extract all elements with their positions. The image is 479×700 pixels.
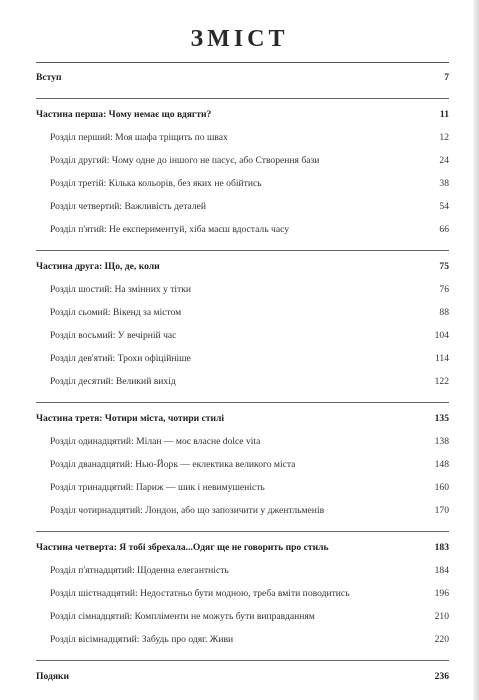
toc-chapter	[36, 582, 449, 605]
toc-part-page: 11	[439, 109, 449, 120]
toc-entry-title: Вступ	[36, 72, 62, 83]
toc-chapter-page: 12	[439, 132, 449, 143]
toc-chapter-page: 122	[434, 376, 449, 387]
toc-chapter	[36, 149, 449, 172]
toc-chapter-title: Розділ четвертий: Важливість деталей	[50, 201, 207, 212]
toc-chapter-page: 24	[439, 155, 449, 166]
toc-chapter-title: Розділ чотирнадцятий: Лондон, або що запозичити у джентльменів	[50, 505, 325, 516]
toc-entry-thanks	[36, 665, 449, 688]
page-title: ЗМІСТ	[190, 26, 289, 52]
toc-chapter-title: Розділ тринадцятий: Париж — шик і невимушеність	[50, 482, 265, 493]
toc-chapter-page: 220	[434, 634, 449, 645]
toc-chapter-title: Розділ шостий: На змінних у тітки	[50, 284, 192, 295]
section-divider	[36, 98, 449, 99]
toc-chapter	[36, 278, 449, 301]
toc-part-1	[36, 103, 449, 126]
table-of-contents	[36, 66, 449, 688]
toc-chapter-title: Розділ дванадцятий: Нью-Йорк — еклектика великого міста	[50, 459, 296, 470]
toc-chapter-title: Розділ перший: Моя шафа тріщить по швах	[50, 132, 228, 143]
toc-chapter-title: Розділ сімнадцятий: Компліменти не можуть бути виправданням	[50, 611, 315, 622]
toc-part-page: 135	[434, 413, 449, 424]
toc-chapter-title: Розділ п'ятий: Не експериментуй, хіба маєш вдосталь часу	[50, 224, 290, 235]
toc-part-title: Частина третя: Чотири міста, чотири стилі	[36, 413, 225, 424]
toc-chapter-page: 138	[434, 436, 449, 447]
toc-chapter	[36, 347, 449, 370]
toc-chapter-title: Розділ одинадцятий: Мілан — моє власне dolce vita	[50, 436, 261, 447]
toc-chapter	[36, 430, 449, 453]
toc-chapter-title: Розділ десятий: Великий вихід	[50, 376, 176, 387]
toc-chapter-page: 76	[439, 284, 449, 295]
toc-chapter-page: 88	[439, 307, 449, 318]
toc-entry-page: 7	[444, 72, 449, 83]
toc-part-4	[36, 536, 449, 559]
toc-part-title: Частина четверта: Я тобі збрехала...Одяг ще не говорить про стиль	[36, 542, 329, 553]
toc-chapter	[36, 453, 449, 476]
toc-chapter	[36, 172, 449, 195]
toc-chapter-page: 170	[434, 505, 449, 516]
toc-part-title: Частина перша: Чому немає що вдягти?	[36, 109, 212, 120]
toc-chapter	[36, 324, 449, 347]
section-divider	[36, 250, 449, 251]
toc-part-3	[36, 407, 449, 430]
toc-chapter-title: Розділ дев'ятий: Трохи офіційніше	[50, 353, 191, 364]
title-rule	[36, 62, 449, 63]
toc-chapter	[36, 605, 449, 628]
page-edge-shadow	[473, 0, 479, 700]
toc-chapter-title: Розділ третій: Кілька кольорів, без яких не обійтись	[50, 178, 262, 189]
toc-chapter	[36, 126, 449, 149]
toc-chapter	[36, 301, 449, 324]
toc-entry-intro	[36, 66, 449, 89]
toc-entry-title: Подяки	[36, 671, 70, 682]
toc-chapter-title: Розділ п'ятнадцятий: Щоденна елегантність	[50, 565, 229, 576]
toc-chapter-title: Розділ другий: Чому одне до іншого не пасує, або Створення бази	[50, 155, 320, 166]
toc-chapter-page: 148	[434, 459, 449, 470]
toc-chapter-title: Розділ сьомий: Вікенд за містом	[50, 307, 182, 318]
toc-chapter-page: 160	[434, 482, 449, 493]
toc-chapter-title: Розділ вісімнадцятий: Забудь про одяг. Живи	[50, 634, 234, 645]
toc-chapter-page: 104	[434, 330, 449, 341]
toc-chapter-title: Розділ шістнадцятий: Недостатньо бути модною, треба вміти поводитись	[50, 588, 350, 599]
section-divider	[36, 531, 449, 532]
toc-chapter	[36, 559, 449, 582]
toc-chapter-page: 54	[439, 201, 449, 212]
toc-chapter-page: 210	[434, 611, 449, 622]
toc-part-title: Частина друга: Що, де, коли	[36, 261, 160, 272]
toc-chapter-page: 196	[434, 588, 449, 599]
toc-chapter	[36, 370, 449, 393]
toc-chapter-page: 66	[439, 224, 449, 235]
section-divider	[36, 402, 449, 403]
toc-chapter-page: 114	[434, 353, 449, 364]
toc-chapter	[36, 476, 449, 499]
toc-part-page: 183	[434, 542, 449, 553]
toc-chapter-page: 38	[439, 178, 449, 189]
toc-chapter	[36, 218, 449, 241]
toc-entry-page: 236	[434, 671, 449, 682]
toc-chapter	[36, 195, 449, 218]
toc-part-page: 75	[439, 261, 449, 272]
section-divider	[36, 660, 449, 661]
toc-chapter-title: Розділ восьмий: У вечірній час	[50, 330, 177, 341]
toc-chapter	[36, 499, 449, 522]
toc-chapter	[36, 628, 449, 651]
toc-part-2	[36, 255, 449, 278]
toc-chapter-page: 184	[434, 565, 449, 576]
